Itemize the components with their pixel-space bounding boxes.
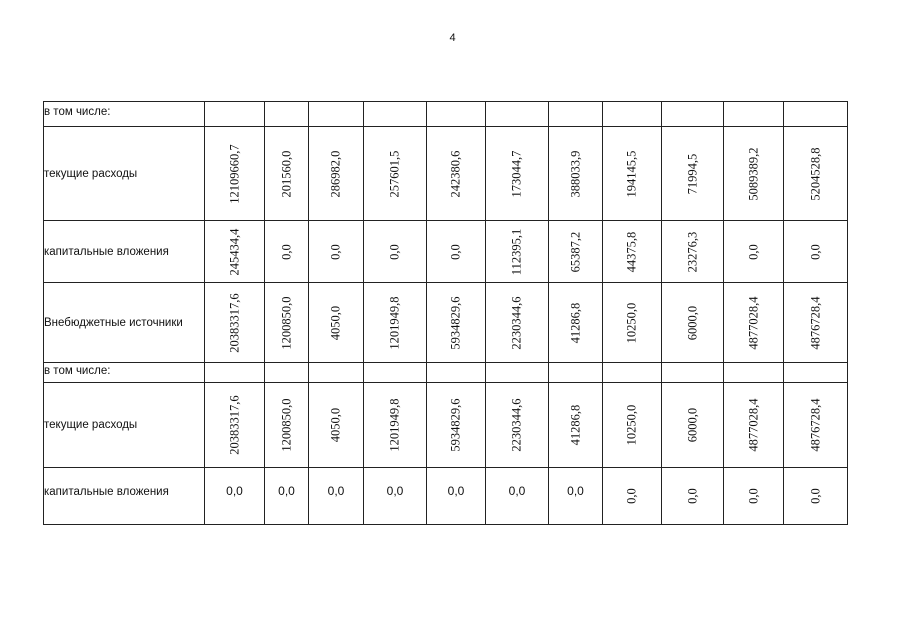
table-cell bbox=[662, 127, 724, 221]
cell-value: 5934829,6 bbox=[448, 295, 463, 350]
table-cell bbox=[364, 221, 427, 283]
cell-value: 6000,0 bbox=[685, 305, 699, 340]
table-cell bbox=[427, 102, 486, 127]
cell-value: 0,0 bbox=[746, 488, 760, 504]
cell-value: 12109660,7 bbox=[227, 143, 241, 204]
table-cell bbox=[205, 102, 265, 127]
table-cell bbox=[309, 468, 364, 525]
cell-value: 0,0 bbox=[327, 484, 345, 498]
cell-value: 6000,0 bbox=[685, 407, 699, 443]
cell-value: 0,0 bbox=[387, 243, 402, 260]
cell-value: 257601,5 bbox=[387, 150, 402, 197]
table-cell bbox=[427, 468, 486, 525]
table-cell bbox=[364, 102, 427, 127]
budget-table bbox=[43, 101, 848, 525]
table-cell bbox=[205, 221, 265, 283]
table-cell bbox=[265, 383, 309, 468]
cell-value: 245434,4 bbox=[227, 228, 241, 275]
table-cell bbox=[784, 363, 848, 383]
cell-value: 0,0 bbox=[808, 243, 822, 260]
table-cell bbox=[549, 221, 603, 283]
table-cell bbox=[603, 383, 662, 468]
table-cell bbox=[724, 468, 784, 525]
cell-value: 0,0 bbox=[448, 243, 463, 260]
table-cell bbox=[662, 102, 724, 127]
cell-value: 1201949,8 bbox=[387, 295, 402, 350]
cell-value: 4877028,4 bbox=[746, 398, 760, 452]
cell-value: 4876728,4 bbox=[808, 398, 822, 452]
cell-value: 4050,0 bbox=[328, 305, 343, 340]
row-label: капитальные вложения bbox=[44, 468, 205, 525]
table-cell bbox=[724, 363, 784, 383]
table-cell bbox=[724, 102, 784, 127]
table-cell bbox=[724, 283, 784, 363]
table-cell bbox=[427, 221, 486, 283]
table-cell bbox=[265, 127, 309, 221]
cell-value: 5934829,6 bbox=[448, 398, 463, 452]
table-row bbox=[44, 383, 848, 468]
table-cell bbox=[603, 127, 662, 221]
table-cell bbox=[486, 383, 549, 468]
cell-value: 0,0 bbox=[746, 243, 760, 260]
page-number: 4 bbox=[449, 32, 456, 44]
cell-value: 41286,8 bbox=[568, 302, 582, 343]
cell-value: 0,0 bbox=[447, 484, 465, 498]
table-cell bbox=[364, 283, 427, 363]
table-cell bbox=[784, 283, 848, 363]
cell-value: 0,0 bbox=[278, 484, 295, 498]
table-cell bbox=[603, 363, 662, 383]
table-row bbox=[44, 127, 848, 221]
table-cell bbox=[662, 221, 724, 283]
row-label: капитальные вложения bbox=[44, 221, 205, 283]
table-cell bbox=[309, 283, 364, 363]
table-cell bbox=[549, 363, 603, 383]
table-cell bbox=[364, 383, 427, 468]
table-cell bbox=[364, 363, 427, 383]
cell-value: 0,0 bbox=[624, 488, 639, 504]
cell-value: 20383317,6 bbox=[227, 395, 241, 455]
table-row bbox=[44, 468, 848, 525]
table-cell bbox=[724, 383, 784, 468]
cell-value: 10250,0 bbox=[624, 302, 639, 343]
cell-value: 5204528,8 bbox=[808, 146, 822, 201]
cell-value: 0,0 bbox=[808, 488, 822, 504]
table-cell bbox=[662, 283, 724, 363]
table-cell bbox=[549, 102, 603, 127]
cell-value: 4050,0 bbox=[328, 407, 343, 443]
table-cell bbox=[486, 221, 549, 283]
row-label: текущие расходы bbox=[44, 383, 205, 468]
table-cell bbox=[309, 221, 364, 283]
cell-value: 44375,8 bbox=[624, 231, 639, 272]
table-cell bbox=[549, 468, 603, 525]
cell-value: 0,0 bbox=[328, 243, 343, 260]
table-cell bbox=[265, 468, 309, 525]
table-cell bbox=[205, 283, 265, 363]
cell-value: 0,0 bbox=[279, 243, 293, 260]
table-cell bbox=[265, 102, 309, 127]
table-cell bbox=[205, 383, 265, 468]
table-row bbox=[44, 102, 848, 127]
cell-value: 242380,6 bbox=[448, 150, 463, 197]
cell-value: 0,0 bbox=[567, 484, 584, 498]
cell-value: 65387,2 bbox=[568, 231, 582, 272]
table-cell bbox=[784, 468, 848, 525]
table-cell bbox=[724, 127, 784, 221]
cell-value: 0,0 bbox=[226, 484, 243, 498]
cell-value: 4877028,4 bbox=[746, 295, 760, 350]
cell-value: 388033,9 bbox=[568, 150, 582, 197]
row-label: текущие расходы bbox=[44, 127, 205, 221]
cell-value: 2230344,6 bbox=[509, 398, 524, 452]
cell-value: 23276,3 bbox=[685, 231, 699, 272]
table-row bbox=[44, 363, 848, 383]
cell-value: 20383317,6 bbox=[227, 292, 241, 353]
table-cell bbox=[724, 221, 784, 283]
cell-value: 194145,5 bbox=[624, 150, 639, 197]
table-cell bbox=[486, 127, 549, 221]
cell-value: 0,0 bbox=[386, 484, 404, 498]
table-cell bbox=[205, 363, 265, 383]
table-cell bbox=[309, 383, 364, 468]
table-cell bbox=[662, 363, 724, 383]
table-cell bbox=[486, 363, 549, 383]
cell-value: 4876728,4 bbox=[808, 295, 822, 350]
table-cell bbox=[784, 102, 848, 127]
cell-value: 201560,0 bbox=[279, 150, 293, 197]
row-label: в том числе: bbox=[44, 102, 205, 127]
row-label: Внебюджетные источники bbox=[44, 283, 205, 363]
cell-value: 112395,1 bbox=[509, 228, 524, 275]
table-cell bbox=[309, 127, 364, 221]
table-cell bbox=[486, 283, 549, 363]
cell-value: 0,0 bbox=[685, 488, 699, 504]
table-cell bbox=[364, 468, 427, 525]
table-cell bbox=[603, 468, 662, 525]
table-cell bbox=[784, 127, 848, 221]
table-cell bbox=[205, 127, 265, 221]
table-cell bbox=[265, 283, 309, 363]
cell-value: 71994,5 bbox=[685, 153, 699, 194]
table-cell bbox=[549, 283, 603, 363]
table-cell bbox=[309, 363, 364, 383]
cell-value: 1200850,0 bbox=[279, 295, 293, 350]
cell-value: 5089389,2 bbox=[746, 146, 760, 201]
table-cell bbox=[427, 363, 486, 383]
table-cell bbox=[549, 127, 603, 221]
table-cell bbox=[486, 102, 549, 127]
cell-value: 173044,7 bbox=[509, 150, 524, 197]
table-cell bbox=[784, 221, 848, 283]
table-cell bbox=[427, 383, 486, 468]
table-cell bbox=[784, 383, 848, 468]
table-row bbox=[44, 283, 848, 363]
table-cell bbox=[265, 221, 309, 283]
cell-value: 41286,8 bbox=[568, 404, 582, 446]
table-cell bbox=[364, 127, 427, 221]
cell-value: 1201949,8 bbox=[387, 398, 402, 452]
cell-value: 286982,0 bbox=[328, 150, 343, 197]
table-cell bbox=[427, 127, 486, 221]
table-cell bbox=[265, 363, 309, 383]
table-cell bbox=[205, 468, 265, 525]
table-cell bbox=[309, 102, 364, 127]
table-cell bbox=[662, 383, 724, 468]
cell-value: 2230344,6 bbox=[509, 295, 524, 350]
table-cell bbox=[427, 283, 486, 363]
table-cell bbox=[603, 283, 662, 363]
table-cell bbox=[603, 102, 662, 127]
row-label: в том числе: bbox=[44, 363, 205, 383]
cell-value: 10250,0 bbox=[624, 404, 639, 446]
table-row bbox=[44, 221, 848, 283]
table-cell bbox=[486, 468, 549, 525]
cell-value: 1200850,0 bbox=[279, 398, 293, 452]
table-cell bbox=[662, 468, 724, 525]
cell-value: 0,0 bbox=[508, 484, 526, 498]
table-cell bbox=[549, 383, 603, 468]
table-cell bbox=[603, 221, 662, 283]
